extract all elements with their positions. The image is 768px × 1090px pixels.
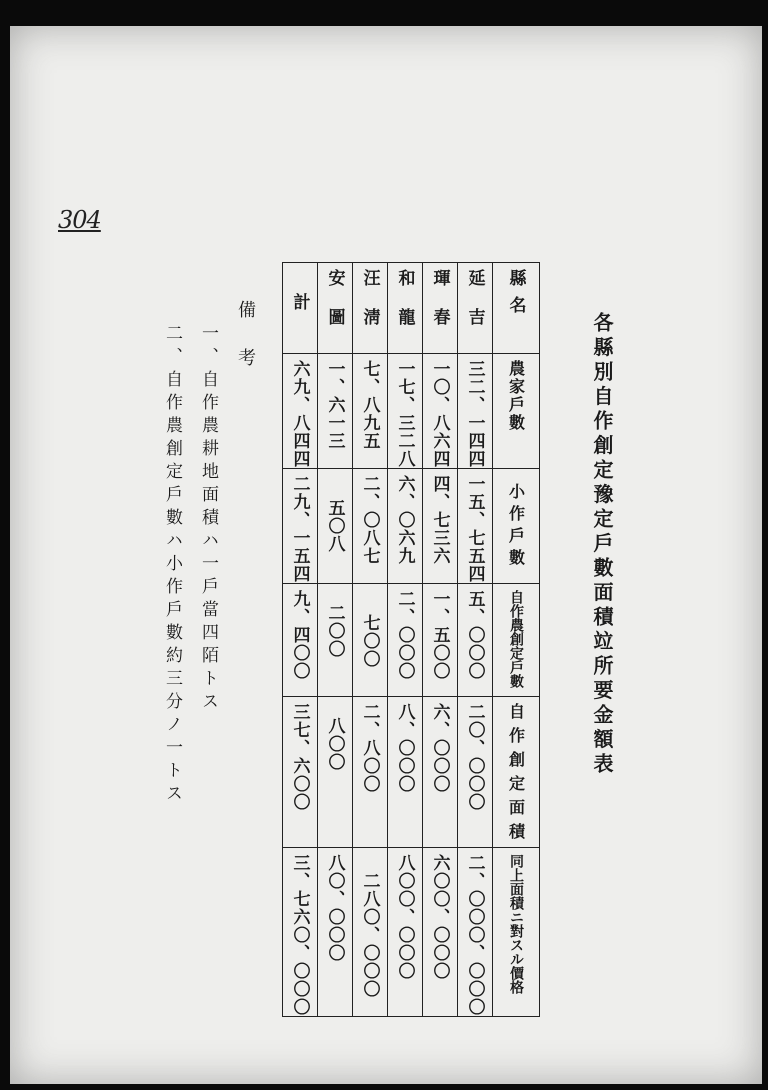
table-cell: 六九、八四四 [283, 354, 318, 469]
column-header-county: 縣名 [493, 263, 540, 354]
table-cell: 八、〇〇〇 [388, 697, 423, 848]
table-cell: 二〇、〇〇〇 [458, 697, 493, 848]
column-header-area-price: 同上面積ニ對スル價格 [493, 848, 540, 1017]
table-cell: 八〇、〇〇〇 [318, 848, 353, 1017]
table-cell: 二、〇〇〇、〇〇〇 [458, 848, 493, 1017]
table-cell: 二九、一五四 [283, 469, 318, 584]
document-title: 各縣別自作創定豫定戶數面積竝所要金額表 [590, 312, 614, 778]
column-header-owner-area: 自作創定面積 [493, 697, 540, 848]
table-cell: 一、五〇〇 [423, 584, 458, 697]
table-cell: 二、〇〇〇 [388, 584, 423, 697]
table-row [283, 263, 540, 354]
table-cell: 四、七三六 [423, 469, 458, 584]
table-row [283, 354, 540, 469]
column-header-owner-households: 自作農創定戶數 [493, 584, 540, 697]
table-cell: 三二、一四四 [458, 354, 493, 469]
table-row [283, 697, 540, 848]
remark-item: 二、自作農創定戶數ハ小作戶數約三分ノ一トス [162, 324, 182, 807]
row-name-cell: 計 [283, 263, 318, 354]
table-cell: 一〇、八六四 [423, 354, 458, 469]
table-cell: 六〇〇、〇〇〇 [423, 848, 458, 1017]
page-number: 304 [58, 206, 101, 234]
row-name-cell: 安圖 [318, 263, 353, 354]
remarks-heading: 備考 [235, 300, 256, 396]
table-cell: 三、七六〇、〇〇〇 [283, 848, 318, 1017]
table-cell: 一五、七五四 [458, 469, 493, 584]
table-cell: 六、〇〇〇 [423, 697, 458, 848]
table-cell: 二〇〇 [318, 584, 353, 697]
table-row [283, 469, 540, 584]
table-cell: 九、四〇〇 [283, 584, 318, 697]
remark-item: 一、自作農耕地面積ハ一戶當四陌トス [198, 324, 218, 715]
table-cell: 二八〇、〇〇〇 [353, 848, 388, 1017]
table-cell: 一、六一三 [318, 354, 353, 469]
column-header-tenant-households: 小作戶數 [493, 469, 540, 584]
table-cell: 五〇八 [318, 469, 353, 584]
row-name-cell: 琿春 [423, 263, 458, 354]
table-cell: 二、八〇〇 [353, 697, 388, 848]
table-row [283, 584, 540, 697]
table-cell: 三七、六〇〇 [283, 697, 318, 848]
table-cell: 七、八九五 [353, 354, 388, 469]
table-cell: 五、〇〇〇 [458, 584, 493, 697]
table-row [283, 848, 540, 1017]
row-name-cell: 汪淸 [353, 263, 388, 354]
table-cell: 二、〇八七 [353, 469, 388, 584]
table-cell: 八〇〇 [318, 697, 353, 848]
row-name-cell: 延吉 [458, 263, 493, 354]
data-table [282, 262, 540, 1017]
row-name-cell: 和龍 [388, 263, 423, 354]
table-cell: 八〇〇、〇〇〇 [388, 848, 423, 1017]
column-header-farm-households: 農家戶數 [493, 354, 540, 469]
table-cell: 一七、三二八 [388, 354, 423, 469]
table-cell: 七〇〇 [353, 584, 388, 697]
table-cell: 六、〇六九 [388, 469, 423, 584]
